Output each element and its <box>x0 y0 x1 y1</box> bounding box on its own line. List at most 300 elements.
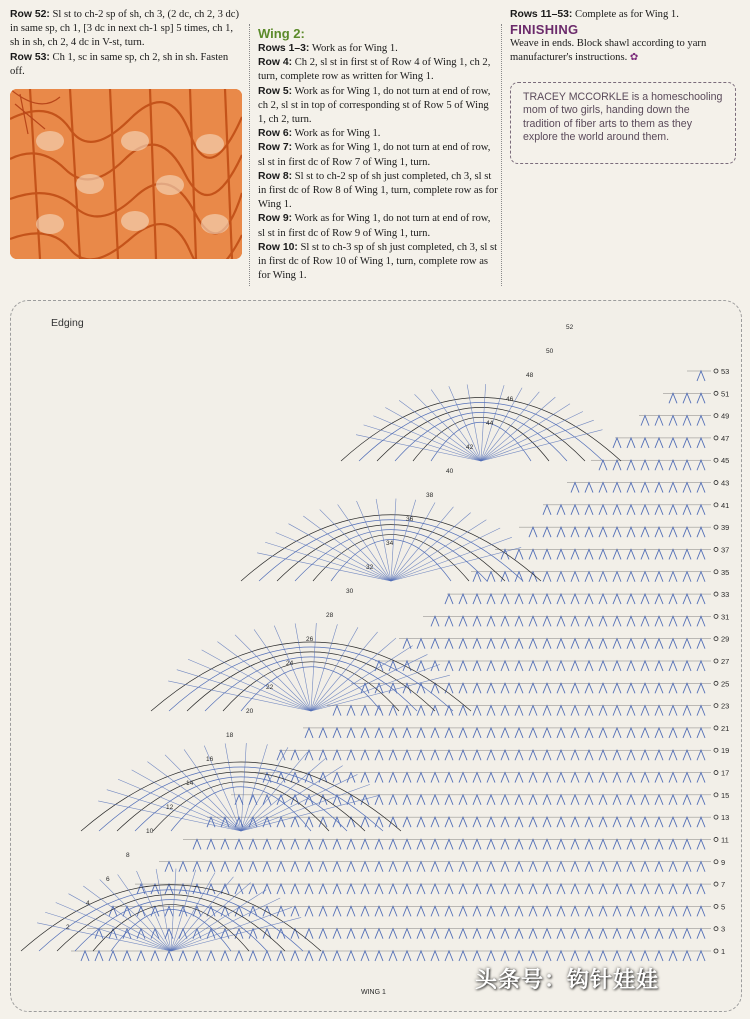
stitch-fan <box>501 616 509 626</box>
stitch-fan <box>459 683 467 693</box>
stitch-fan <box>585 795 593 805</box>
fan-arc <box>171 787 311 831</box>
stitch-fan <box>389 884 397 894</box>
stitch-fan <box>683 862 691 872</box>
stitch-fan <box>501 639 509 649</box>
stitch-fan <box>655 438 663 448</box>
stitch-fan <box>571 706 579 716</box>
stitch-fan <box>375 906 383 916</box>
stitch-fan <box>347 839 355 849</box>
stitch-fan <box>193 862 201 872</box>
stitch-fan <box>529 839 537 849</box>
stitch-fan <box>669 706 677 716</box>
right-row-number: 23 <box>721 701 730 711</box>
stitch-fan <box>641 594 649 604</box>
stitch-fan <box>641 951 649 961</box>
stitch-fan <box>655 884 663 894</box>
stitch-fan <box>641 683 649 693</box>
stitch-fan <box>291 906 299 916</box>
stitch-fan <box>459 594 467 604</box>
row-53-text: Row 53: Ch 1, sc in same sp, ch 2, sh in sh. Fasten off. <box>10 51 229 77</box>
stitch-fan <box>585 483 593 493</box>
stitch-fan <box>501 750 509 760</box>
stitch-fan <box>683 616 691 626</box>
stitch-fan <box>179 862 187 872</box>
stitch-fan <box>333 706 341 716</box>
wing-2-row-text: Work as for Wing 1, do not turn at end of row, sl st in first dc of Row 9 of Wing 1, turn. <box>258 213 491 239</box>
stitch-fan <box>501 773 509 783</box>
stitch-fan <box>655 750 663 760</box>
stitch-fan <box>655 773 663 783</box>
stitch-fan <box>403 929 411 939</box>
stitch-fan <box>277 839 285 849</box>
stitch-fan <box>501 862 509 872</box>
stitch-fan <box>585 929 593 939</box>
stitch-fan <box>613 460 621 470</box>
stitch-fan <box>571 483 579 493</box>
right-row-number: 39 <box>721 523 730 533</box>
stitch-fan <box>641 661 649 671</box>
stitch-fan <box>641 862 649 872</box>
stitch-fan <box>655 639 663 649</box>
stitch-fan <box>389 773 397 783</box>
stitch-fan <box>179 951 187 961</box>
row-marker <box>714 481 718 485</box>
stitch-fan <box>431 839 439 849</box>
stitch-fan <box>529 795 537 805</box>
stitch-fan <box>641 438 649 448</box>
stitch-fan <box>627 795 635 805</box>
left-row-number: 16 <box>206 756 214 763</box>
stitch-fan <box>473 951 481 961</box>
stitch-fan <box>655 460 663 470</box>
stitch-fan <box>473 839 481 849</box>
stitch-fan <box>347 951 355 961</box>
stitch-fan <box>361 906 369 916</box>
stitch-fan <box>403 750 411 760</box>
stitch-fan <box>655 594 663 604</box>
stitch-fan <box>417 951 425 961</box>
stitch-fan <box>669 929 677 939</box>
right-row-number: 43 <box>721 478 730 488</box>
wing-2-title: Wing 2: <box>258 26 305 41</box>
stitch-fan <box>697 572 705 582</box>
stitch-fan <box>515 817 523 827</box>
flower-icon: ✿ <box>629 52 639 64</box>
stitch-fan <box>333 773 341 783</box>
row-marker <box>714 503 718 507</box>
stitch-fan <box>655 616 663 626</box>
stitch-fan <box>445 616 453 626</box>
stitch-fan <box>571 527 579 537</box>
stitch-fan <box>585 549 593 559</box>
stitch-fan <box>319 750 327 760</box>
stitch-fan <box>445 929 453 939</box>
fan-arc <box>39 890 303 951</box>
stitch-fan <box>95 951 103 961</box>
stitch-fan <box>683 884 691 894</box>
stitch-fan <box>249 951 257 961</box>
stitch-fan <box>613 929 621 939</box>
stitch-fan <box>557 750 565 760</box>
stitch-fan <box>697 706 705 716</box>
stitch-fan <box>585 817 593 827</box>
stitch-fan <box>599 795 607 805</box>
stitch-fan <box>431 773 439 783</box>
stitch-fan <box>683 416 691 426</box>
stitch-fan <box>305 862 313 872</box>
stitch-fan <box>641 416 649 426</box>
stitch-fan <box>529 527 537 537</box>
stitch-fan <box>487 706 495 716</box>
stitch-fan <box>627 460 635 470</box>
stitch-fan <box>431 683 439 693</box>
fan-spoke <box>276 533 391 581</box>
row-marker <box>714 570 718 574</box>
stitch-fan <box>249 884 257 894</box>
stitch-fan <box>515 728 523 738</box>
stitch-fan <box>613 817 621 827</box>
stitch-fan <box>627 527 635 537</box>
stitch-fan <box>571 750 579 760</box>
stitch-fan <box>529 616 537 626</box>
stitch-fan <box>501 884 509 894</box>
stitch-fan <box>613 773 621 783</box>
stitch-fan <box>459 929 467 939</box>
stitch-fan <box>655 527 663 537</box>
stitch-fan <box>347 728 355 738</box>
stitch-fan <box>361 706 369 716</box>
stitch-fan <box>613 839 621 849</box>
stitch-fan <box>697 594 705 604</box>
stitch-fan <box>277 862 285 872</box>
row-marker <box>714 704 718 708</box>
stitch-fan <box>249 839 257 849</box>
wing-2-row-text: Sl st to ch-3 sp of sh just completed, ch 3, sl st in first dc of Row 10 of Wing 1, turn, complete row as for Wing 1. <box>258 241 498 282</box>
stitch-fan <box>459 839 467 849</box>
fan-spoke <box>311 654 427 711</box>
fan-spoke <box>311 624 337 711</box>
stitch-fan <box>585 862 593 872</box>
stitch-fan <box>501 951 509 961</box>
fan-spoke <box>311 627 358 711</box>
left-row-number: 14 <box>186 780 194 787</box>
stitch-fan <box>683 505 691 515</box>
stitch-fan <box>683 460 691 470</box>
stitch-fan <box>487 884 495 894</box>
left-row-number: 48 <box>526 372 534 379</box>
stitch-fan <box>627 951 635 961</box>
left-row-number: 26 <box>306 636 314 643</box>
stitch-fan <box>627 639 635 649</box>
stitch-fan <box>515 706 523 716</box>
stitch-fan <box>627 661 635 671</box>
stitch-fan <box>641 728 649 738</box>
row-marker <box>714 614 718 618</box>
fan-spoke <box>107 790 241 831</box>
stitch-fan <box>585 750 593 760</box>
row-marker <box>714 793 718 797</box>
left-row-number: 50 <box>546 348 554 355</box>
stitch-fan <box>613 884 621 894</box>
stitch-fan <box>473 862 481 872</box>
right-row-number: 37 <box>721 545 730 555</box>
stitch-fan <box>515 839 523 849</box>
stitch-fan <box>501 929 509 939</box>
stitch-fan <box>599 483 607 493</box>
row-marker <box>714 904 718 908</box>
stitch-fan <box>543 639 551 649</box>
stitch-fan <box>291 884 299 894</box>
left-row-number: 8 <box>126 852 130 859</box>
rows-11-53-text: Rows 11–53: Complete as for Wing 1. <box>510 9 679 20</box>
stitch-fan <box>585 884 593 894</box>
stitch-fan <box>417 817 425 827</box>
stitch-fan <box>375 884 383 894</box>
stitch-fan <box>347 906 355 916</box>
stitch-fan <box>389 795 397 805</box>
stitch-fan <box>641 750 649 760</box>
fan-arc <box>395 412 567 461</box>
row-marker <box>714 391 718 395</box>
stitch-fan <box>669 572 677 582</box>
stitch-fan <box>543 817 551 827</box>
stitch-fan <box>571 906 579 916</box>
stitch-fan <box>137 951 145 961</box>
author-bio: TRACEY MCCORKLE is a homeschooling mom of two girls, handing down the tradition of fiber arts to them as they explore the world around them. <box>510 82 736 164</box>
stitch-fan <box>319 728 327 738</box>
stitch-fan <box>627 483 635 493</box>
watermark: 头条号：钩针娃娃 <box>475 968 660 993</box>
stitch-fan <box>683 929 691 939</box>
stitch-fan <box>333 884 341 894</box>
stitch-fan <box>697 817 705 827</box>
stitch-fan <box>543 929 551 939</box>
left-row-number: 36 <box>406 516 414 523</box>
row-marker <box>714 771 718 775</box>
crochet-lace-photo <box>10 89 242 259</box>
wing-2-row-label: Row 9: <box>258 213 293 225</box>
stitch-fan <box>613 549 621 559</box>
stitch-fan <box>445 795 453 805</box>
stitch-fan <box>585 706 593 716</box>
stitch-fan <box>571 594 579 604</box>
stitch-fan <box>543 661 551 671</box>
row-marker <box>714 547 718 551</box>
stitch-fan <box>683 906 691 916</box>
stitch-fan <box>557 728 565 738</box>
stitch-fan <box>445 683 453 693</box>
stitch-fan <box>641 483 649 493</box>
stitch-fan <box>697 527 705 537</box>
stitch-fan <box>543 951 551 961</box>
row-marker <box>714 592 718 596</box>
stitch-fan <box>445 884 453 894</box>
stitch-fan <box>361 773 369 783</box>
row-marker <box>714 637 718 641</box>
fan-spoke <box>168 681 311 711</box>
stitch-fan <box>655 683 663 693</box>
stitch-fan <box>333 929 341 939</box>
stitch-fan <box>305 884 313 894</box>
stitch-fan <box>473 906 481 916</box>
stitch-fan <box>473 750 481 760</box>
stitch-fan <box>473 817 481 827</box>
left-row-number: 30 <box>346 588 354 595</box>
stitch-fan <box>305 951 313 961</box>
stitch-fan <box>585 594 593 604</box>
wing-2-row-text: Work as for Wing 1. <box>292 128 381 140</box>
stitch-fan <box>375 862 383 872</box>
stitch-fan <box>683 438 691 448</box>
stitch-fan <box>529 706 537 716</box>
stitch-fan <box>431 639 439 649</box>
stitch-fan <box>487 839 495 849</box>
stitch-fan <box>669 862 677 872</box>
stitch-fan <box>543 839 551 849</box>
stitch-fan <box>417 839 425 849</box>
stitch-fan <box>291 839 299 849</box>
stitch-fan <box>473 639 481 649</box>
stitch-fan <box>669 951 677 961</box>
left-row-number: 22 <box>266 684 274 691</box>
fan-spoke <box>118 779 241 831</box>
stitch-fan <box>291 951 299 961</box>
stitch-fan <box>641 460 649 470</box>
row-52-text: Row 52: Sl st to ch-2 sp of sh, ch 3, (2 dc, ch 2, 3 dc) in same sp, ch 1, [3 dc in next ch-1 sp] 5 times, ch 1, sh in sh, ch 2, 4 dc in V-st, turn. <box>10 9 240 49</box>
stitch-fan <box>697 862 705 872</box>
stitch-fan <box>529 951 537 961</box>
stitch-fan <box>529 929 537 939</box>
wing-2-row-label: Rows 1–3: <box>258 43 310 54</box>
row-marker <box>714 837 718 841</box>
stitch-fan <box>655 416 663 426</box>
stitch-fan <box>543 728 551 738</box>
stitch-fan <box>557 594 565 604</box>
stitch-fan <box>669 616 677 626</box>
stitch-fan <box>613 951 621 961</box>
stitch-fan <box>529 906 537 916</box>
stitch-fan <box>599 906 607 916</box>
stitch-fan <box>613 661 621 671</box>
stitch-fan <box>193 906 201 916</box>
row-marker <box>714 726 718 730</box>
stitch-fan <box>697 416 705 426</box>
fan-spoke <box>171 890 266 951</box>
stitch-fan <box>655 839 663 849</box>
stitch-fan <box>557 683 565 693</box>
stitch-fan <box>571 951 579 961</box>
stitch-fan <box>375 728 383 738</box>
fan-arc <box>377 407 585 461</box>
stitch-fan <box>557 862 565 872</box>
fan-spoke <box>265 542 391 581</box>
stitch-fan <box>459 728 467 738</box>
row-marker <box>714 860 718 864</box>
stitch-fan <box>613 862 621 872</box>
fan-spoke <box>177 670 311 711</box>
stitch-fan <box>697 371 705 381</box>
stitch-fan <box>445 594 453 604</box>
stitch-fan <box>361 817 369 827</box>
stitch-fan <box>473 929 481 939</box>
stitch-fan <box>627 706 635 716</box>
finishing-heading: FINISHING <box>510 22 579 38</box>
stitch-fan <box>529 862 537 872</box>
stitch-fan <box>263 906 271 916</box>
stitch-fan <box>81 951 89 961</box>
stitch-fan <box>627 549 635 559</box>
stitch-fan <box>683 572 691 582</box>
stitch-fan <box>599 750 607 760</box>
stitch-fan <box>221 906 229 916</box>
stitch-fan <box>361 728 369 738</box>
stitch-fan <box>515 750 523 760</box>
stitch-fan <box>487 817 495 827</box>
stitch-fan <box>389 951 397 961</box>
fan-arc <box>223 662 399 711</box>
stitch-fan <box>655 929 663 939</box>
stitch-fan <box>697 549 705 559</box>
stitch-fan <box>445 862 453 872</box>
stitch-fan <box>571 862 579 872</box>
stitch-fan <box>543 594 551 604</box>
stitch-fan <box>627 884 635 894</box>
stitch-fan <box>543 795 551 805</box>
stitch-fan <box>417 661 425 671</box>
stitch-fan <box>697 616 705 626</box>
stitch-fan <box>641 906 649 916</box>
stitch-fan <box>627 750 635 760</box>
stitch-fan <box>389 862 397 872</box>
fan-spoke <box>391 500 416 581</box>
stitch-fan <box>529 549 537 559</box>
stitch-fan <box>501 728 509 738</box>
stitch-fan <box>683 594 691 604</box>
fan-arc <box>341 398 621 462</box>
right-row-number: 51 <box>721 389 730 399</box>
stitch-fan <box>641 616 649 626</box>
wing-2-row-text: Sl st to ch-2 sp of sh just completed, ch 3, sl st in first dc of Row 8 of Wing 1, turn, complete row as for Wing 1. <box>258 170 498 211</box>
stitch-fan <box>361 884 369 894</box>
stitch-fan <box>487 906 495 916</box>
stitch-fan <box>627 839 635 849</box>
stitch-fan <box>333 839 341 849</box>
stitch-fan <box>627 505 635 515</box>
stitch-fan <box>501 683 509 693</box>
stitch-fan <box>207 951 215 961</box>
fan-arc <box>153 782 329 831</box>
stitch-fan <box>599 839 607 849</box>
wing-2-row <box>258 241 498 284</box>
stitch-fan <box>375 839 383 849</box>
stitch-fan <box>431 906 439 916</box>
stitch-fan <box>263 862 271 872</box>
fan-spoke <box>45 912 171 951</box>
stitch-fan <box>557 505 565 515</box>
stitch-fan <box>585 572 593 582</box>
wing-1-label: WING 1 <box>361 989 386 996</box>
fan-spoke <box>356 435 481 461</box>
stitch-fan <box>417 795 425 805</box>
stitch-fan <box>543 572 551 582</box>
stitch-fan <box>697 750 705 760</box>
stitch-fan <box>571 639 579 649</box>
stitch-fan <box>487 594 495 604</box>
stitch-fan <box>431 795 439 805</box>
stitch-fan <box>347 884 355 894</box>
right-row-number: 17 <box>721 768 730 778</box>
